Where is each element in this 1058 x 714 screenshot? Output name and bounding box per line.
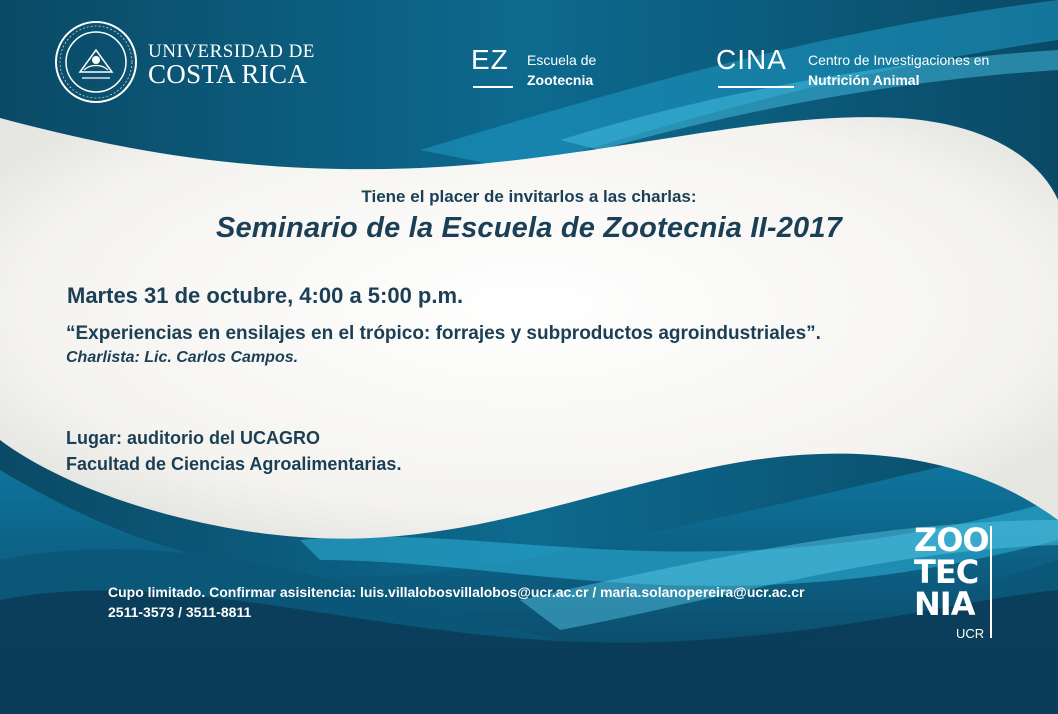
ucr-wordmark	[148, 42, 315, 88]
ucr-seal-icon	[54, 20, 138, 104]
ucr-name-line2: COSTA RICA	[148, 59, 308, 89]
seminar-title: Seminario de la Escuela de Zootecnia II-2017	[215, 212, 843, 244]
cina-logo-line1: Centro de Investigaciones en	[808, 52, 990, 68]
talk-title: “Experiencias en ensilajes en el trópico: forrajes y subproductos agroindustriales”.	[66, 323, 821, 344]
zootecnia-logo-bar	[990, 526, 992, 638]
zootecnia-logo-row2: TEC	[914, 553, 979, 591]
ez-logo-rule	[473, 86, 513, 88]
speaker: Charlista: Lic. Carlos Campos.	[66, 349, 299, 366]
zootecnia-logo-row1: ZOO	[914, 521, 989, 559]
invitation-intro: Tiene el placer de invitarlos a las charlas:	[361, 187, 697, 206]
ez-logo-abbr: EZ	[471, 44, 509, 75]
zootecnia-logo-row3: NIA	[914, 585, 975, 623]
ucr-name-line1: UNIVERSIDAD DE	[148, 41, 315, 62]
zootecnia-logo	[914, 521, 994, 644]
ez-logo-line2: Zootecnia	[527, 72, 594, 88]
cina-logo-rule	[718, 86, 794, 88]
cina-logo-abbr: CINA	[716, 44, 787, 75]
rsvp-contact: Cupo limitado. Confirmar asisitencia: luis.villalobosvillalobos@ucr.ac.cr / maria.solanopereira@ucr.ac.cr	[108, 584, 805, 600]
zootecnia-logo-ucr: UCR	[956, 626, 985, 641]
event-datetime: Martes 31 de octubre, 4:00 a 5:00 p.m.	[67, 283, 464, 308]
location-faculty: Facultad de Ciencias Agroalimentarias.	[66, 454, 402, 474]
ez-logo-line1: Escuela de	[527, 52, 597, 68]
contact-phones: 2511-3573 / 3511-8811	[108, 604, 252, 620]
cina-logo-line2: Nutrición Animal	[808, 72, 920, 88]
location-venue: Lugar: auditorio del UCAGRO	[66, 428, 320, 448]
